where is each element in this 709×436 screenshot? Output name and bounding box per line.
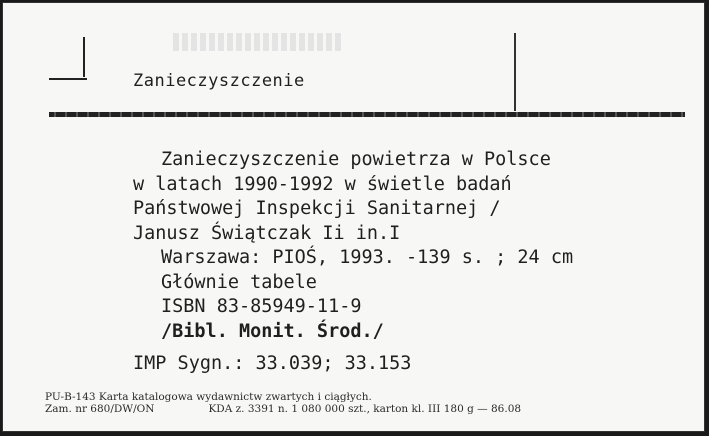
title-line-4: Janusz Świątczak Ii in.I	[133, 222, 401, 244]
faded-stamp	[173, 33, 343, 51]
horizontal-rule	[49, 112, 685, 117]
subject-heading: Zanieczyszczenie	[133, 71, 305, 91]
card-footer	[45, 391, 521, 415]
footer-print-info: KDA z. 3391 n. 1 080 000 szt., karton kl. III 180 g — 86.08	[208, 403, 522, 415]
call-number-line: IMP Sygn.: 33.039; 33.153	[133, 353, 412, 374]
footer-order-number: Zam. nr 680/DW/ON	[45, 403, 155, 415]
catalog-entry	[133, 148, 573, 377]
footer-line-1: PU-B-143 Karta katalogowa wydawnictw zwartych i ciągłych.	[45, 391, 372, 403]
isbn-line: ISBN 83-85949-11-9	[161, 296, 362, 317]
corner-mark-vertical	[83, 37, 85, 77]
imprint-line: Warszawa: PIOŚ, 1993. -139 s. ; 24 cm	[161, 247, 574, 268]
title-line-3: Państwowej Inspekcji Sanitarnej /	[133, 198, 501, 219]
title-line-2: w latach 1990-1992 w świetle badań	[133, 173, 512, 195]
footer-line-2	[45, 403, 521, 415]
note-line: Głównie tabele	[161, 271, 317, 293]
series-line: /Bibl. Monit. Środ./	[161, 320, 384, 342]
corner-mark-horizontal	[49, 78, 87, 80]
vertical-rule	[514, 33, 516, 111]
title-line-1: Zanieczyszczenie powietrza w Polsce	[161, 149, 551, 170]
catalog-card	[2, 2, 705, 432]
